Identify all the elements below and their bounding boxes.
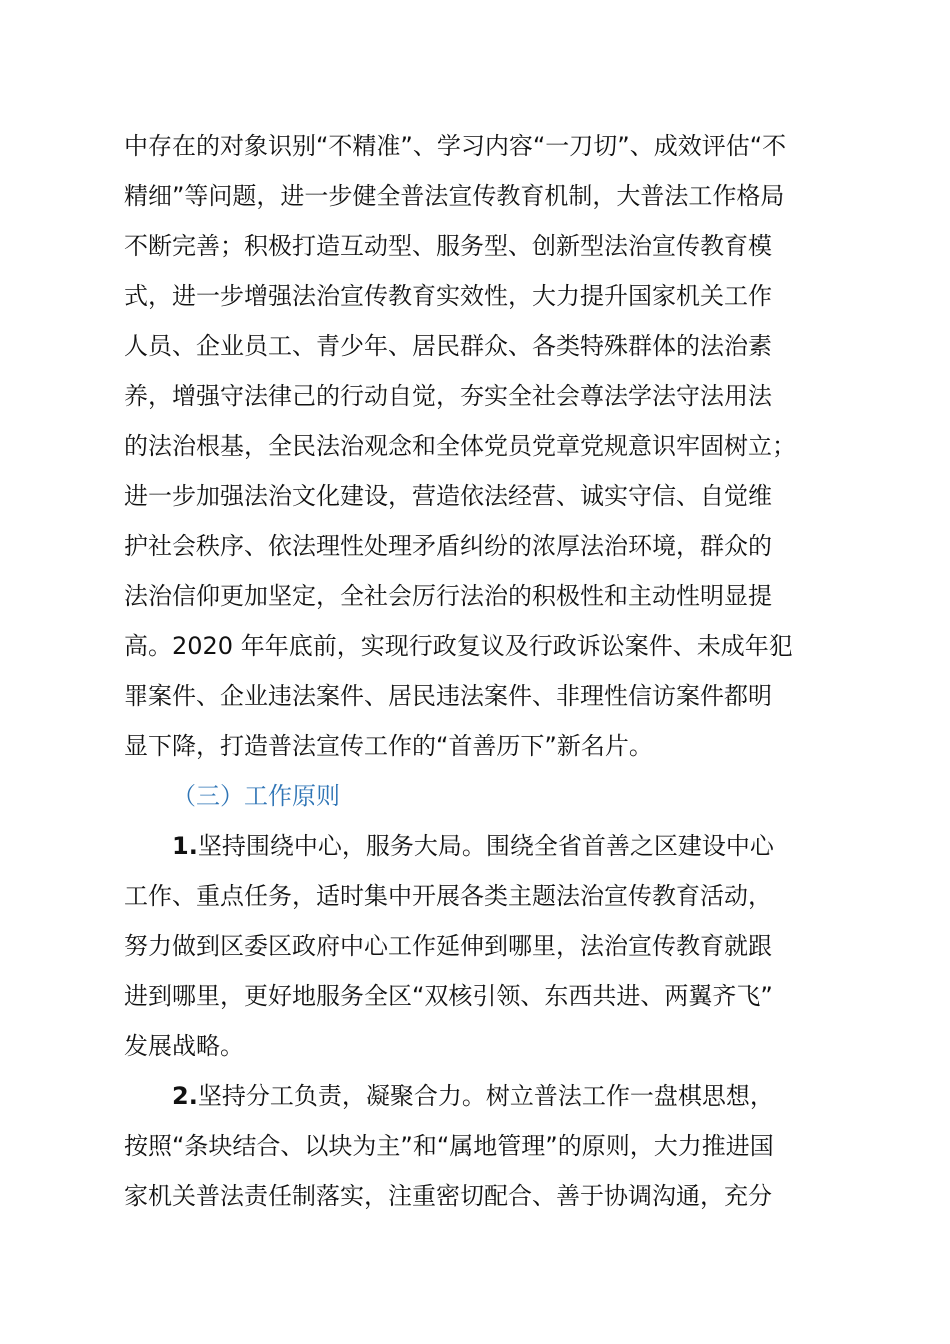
paragraph-line: 按照“条块结合、以块为主”和“属地管理”的原则，大力推进国: [124, 1132, 774, 1160]
principle-1-first-line: [172, 821, 774, 871]
principle-2-number: 2.: [172, 1082, 198, 1110]
paragraph-line: 人员、企业员工、青少年、居民群众、各类特殊群体的法治素: [124, 332, 772, 360]
paragraph-line: 发展战略。: [124, 1032, 244, 1060]
paragraph-line: 显下降，打造普法宣传工作的“首善历下”新名片。: [124, 732, 653, 760]
paragraph-line: 不断完善；积极打造互动型、服务型、创新型法治宣传教育模: [124, 232, 772, 260]
paragraph-line: 法治信仰更加坚定，全社会厉行法治的积极性和主动性明显提: [124, 582, 772, 610]
paragraph-line: 养，增强守法律己的行动自觉，夯实全社会尊法学法守法用法: [124, 382, 772, 410]
section-heading: （三）工作原则: [172, 782, 340, 810]
paragraph-line: 努力做到区委区政府中心工作延伸到哪里，法治宣传教育就跟: [124, 932, 772, 960]
paragraph-line: 的法治根基，全民法治观念和全体党员党章党规意识牢固树立；: [124, 432, 796, 460]
paragraph-line: 罪案件、企业违法案件、居民违法案件、非理性信访案件都明: [124, 682, 772, 710]
paragraph-line: 进一步加强法治文化建设，营造依法经营、诚实守信、自觉维: [124, 482, 772, 510]
principle-1-number: 1.: [172, 832, 198, 860]
paragraph-line: 工作、重点任务，适时集中开展各类主题法治宣传教育活动，: [124, 882, 772, 910]
paragraph-line: 护社会秩序、依法理性处理矛盾纠纷的浓厚法治环境，群众的: [124, 532, 772, 560]
paragraph-line: 精细”等问题，进一步健全普法宣传教育机制，大普法工作格局: [124, 182, 785, 210]
paragraph-line: 家机关普法责任制落实，注重密切配合、善于协调沟通，充分: [124, 1182, 772, 1210]
principle-2-text: 坚持分工负责，凝聚合力。树立普法工作一盘棋思想，: [197, 1082, 774, 1110]
principle-1-text: 坚持围绕中心，服务大局。围绕全省首善之区建设中心: [197, 832, 774, 860]
paragraph-line: 高。2020 年年底前，实现行政复议及行政诉讼案件、未成年犯: [124, 632, 793, 660]
paragraph-line: 中存在的对象识别“不精准”、学习内容“一刀切”、成效评估“不: [124, 132, 787, 160]
principle-2-first-line: [172, 1071, 774, 1121]
paragraph-line: 进到哪里，更好地服务全区“双核引领、东西共进、两翼齐飞”: [124, 982, 773, 1010]
paragraph-line: 式，进一步增强法治宣传教育实效性，大力提升国家机关工作: [124, 282, 772, 310]
